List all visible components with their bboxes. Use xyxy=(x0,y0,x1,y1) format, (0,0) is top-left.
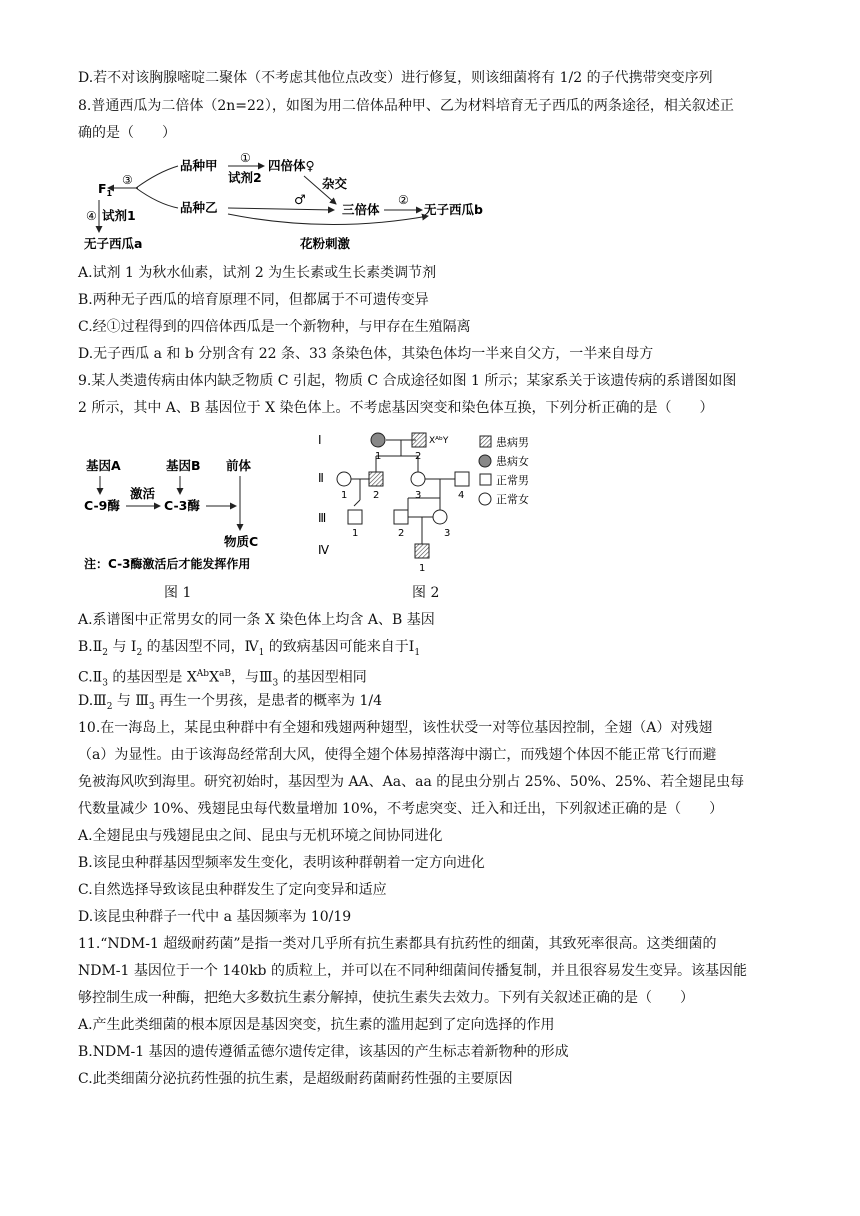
svg-text:1: 1 xyxy=(375,451,382,462)
q9-figure1-pathway xyxy=(78,448,278,578)
branch-yi-f1 xyxy=(136,188,178,208)
svg-text:3: 3 xyxy=(444,528,451,539)
q8-option-b: B.两种无子西瓜的培育原理不同，但都属于不可遗传变异 xyxy=(78,292,429,308)
q8-option-d: D.无子西瓜 a 和 b 分别含有 22 条、33 条染色体，其染色体均一半来自父方，一半来自母方 xyxy=(78,346,654,362)
q10-option-d: D.该昆虫种群子一代中 a 基因频率为 10/19 xyxy=(78,909,352,925)
q11-stem-line1: 11.“NDM-1 超级耐药菌”是指一类对几乎所有抗生素都具有抗药性的细菌，其致死率很高。这类细菌的 xyxy=(78,936,717,952)
svg-text:2: 2 xyxy=(373,490,380,501)
q9-option-d: $D.Ⅲ_2$ 与 $Ⅲ_3$ 再生一个男孩，是患者的概率为 1/4 xyxy=(78,693,382,712)
legend-normal-female: 正常女 xyxy=(496,493,529,506)
label-c3: C-3酶 xyxy=(164,498,200,513)
label-note: 注：C-3酶激活后才能发挥作用 xyxy=(84,557,251,571)
label-cross: 杂交 xyxy=(322,176,348,191)
ii4-normal-male xyxy=(455,472,469,486)
gen-label-4: Ⅳ xyxy=(318,543,330,557)
q11-option-c: C.此类细菌分泌抗药性强的抗生素，是超级耐药菌耐药性强的主要原因 xyxy=(78,1071,513,1087)
q9-stem-line2: 2 所示，其中 A、B 基因位于 X 染色体上。不考虑基因突变和染色体互换，下列分析正确的是（ ） xyxy=(78,400,714,416)
q9-option-a: A.系谱图中正常男女的同一条 X 染色体上均含 A、B 基因 xyxy=(78,612,435,628)
q10-option-c: C.自然选择导致该昆虫种群发生了定向变异和适应 xyxy=(78,882,387,898)
svg-text:1: 1 xyxy=(341,490,348,501)
label-male: ♂ xyxy=(294,193,306,208)
label-variety-yi: 品种乙 xyxy=(180,200,218,215)
label-f1: $F_1$ xyxy=(98,181,113,198)
q10-stem-line3: 免被海风吹到海里。研究初始时，基因型为 AA、Aa、aa 的昆虫分别占 25%、50%、25%、若全翅昆虫每 xyxy=(78,774,745,790)
q9-figure2-pedigree xyxy=(312,426,542,576)
iii1-normal-male xyxy=(348,510,362,524)
q10-option-b: B.该昆虫种群基因型频率发生变化，表明该种群朝着一定方向进化 xyxy=(78,855,485,871)
ii2-affected-male xyxy=(369,472,383,486)
genotype-label: XᴬᵇY xyxy=(429,436,449,446)
legend-normal-female-icon xyxy=(479,493,491,505)
svg-text:3: 3 xyxy=(415,490,422,501)
label-step2: ② xyxy=(398,193,409,207)
label-seedless-a: 无子西瓜a xyxy=(84,236,143,251)
label-activate: 激活 xyxy=(130,486,156,501)
q10-stem-line2: （a）为显性。由于该海岛经常刮大风，使得全翅个体易掉落海中溺亡，而残翅个体因不能正常飞行而避 xyxy=(78,747,717,763)
q10-stem-line4: 代数量减少 10%、残翅昆虫每代数量增加 10%，不考虑突变、迁入和迁出，下列叙述正确的是（ ） xyxy=(78,801,724,817)
iii2-normal-male xyxy=(394,510,408,524)
label-substance-c: 物质C xyxy=(224,534,259,549)
legend-affected-male: 患病男 xyxy=(496,436,529,449)
q11-stem-line3: 够控制生成一种酶，把绝大多数抗生素分解掉，使抗生素失去效力。下列有关叙述正确的是（ ） xyxy=(78,990,694,1006)
gen-label-1: Ⅰ xyxy=(318,433,322,447)
label-gene-b: 基因B xyxy=(166,458,201,473)
q9-option-c: $C.Ⅱ_3$ 的基因型是 $X^{Ab}X^{aB}$，与$Ⅲ_3$ 的基因型相同 xyxy=(78,669,367,689)
legend-normal-male: 正常男 xyxy=(496,474,529,487)
q8-breeding-diagram xyxy=(78,148,498,258)
ii1-normal-female xyxy=(337,472,351,486)
legend-affected-female: 患病女 xyxy=(496,455,529,468)
q11-stem-line2: NDM-1 基因位于一个 140kb 的质粒上，并可以在不同种细菌间传播复制，并且很容易发生变异。该基因能 xyxy=(78,963,747,979)
label-gene-a: 基因A xyxy=(86,458,121,473)
label-variety-jia: 品种甲 xyxy=(180,158,218,173)
label-pollen: 花粉刺激 xyxy=(300,236,351,251)
label-reagent1: 试剂1 xyxy=(102,208,136,223)
i2-affected-male xyxy=(412,433,426,447)
svg-text:2: 2 xyxy=(415,451,422,462)
ii3-normal-female xyxy=(411,472,425,486)
arrow-yi-to-triploid xyxy=(228,208,334,210)
q9-option-b: $B.Ⅱ_2$ 与 $I_2$ 的基因型不同，$Ⅳ_1$ 的致病基因可能来自于$Ⅰ_1$ xyxy=(78,639,421,658)
svg-text:2: 2 xyxy=(398,528,405,539)
label-c9: C-9酶 xyxy=(84,498,120,513)
i1-affected-female xyxy=(371,433,385,447)
legend-affected-male-icon xyxy=(480,436,491,447)
iv1-affected-male xyxy=(415,544,429,558)
arc-pollen xyxy=(228,214,428,225)
label-tetraploid: 四倍体♀ xyxy=(268,158,315,173)
label-triploid: 三倍体 xyxy=(342,202,380,217)
svg-text:4: 4 xyxy=(458,490,465,501)
q9-stem-line1: 9.某人类遗传病由体内缺乏物质 C 引起，物质 C 合成途径如图 1 所示；某家系关于该遗传病的系谱图如图 xyxy=(78,373,737,389)
q8-stem-line1: 8.普通西瓜为二倍体（2n=22），如图为用二倍体品种甲、乙为材料培育无子西瓜的两条途径，相关叙述正 xyxy=(78,98,734,114)
q11-option-b: B.NDM-1 基因的遗传遵循孟德尔遗传定律，该基因的产生标志着新物种的形成 xyxy=(78,1044,569,1060)
q8-option-a: A.试剂 1 为秋水仙素，试剂 2 为生长素或生长素类调节剂 xyxy=(78,265,437,281)
label-precursor: 前体 xyxy=(226,458,252,473)
q11-option-a: A.产生此类细菌的根本原因是基因突变，抗生素的滥用起到了定向选择的作用 xyxy=(78,1017,555,1033)
legend-affected-female-icon xyxy=(479,455,491,467)
fig1-caption: 图 1 xyxy=(164,585,192,601)
legend-normal-male-icon xyxy=(480,474,491,485)
q7-option-d: D.若不对该胸腺嘧啶二聚体（不考虑其他位点改变）进行修复，则该细菌将有 1/2 的子代携带突变序列 xyxy=(78,70,713,86)
q8-stem-line2: 确的是（ ） xyxy=(78,125,176,141)
iii3-normal-female xyxy=(433,510,447,524)
label-step3: ③ xyxy=(122,173,133,187)
label-step1: ① xyxy=(240,151,251,165)
label-seedless-b: 无子西瓜b xyxy=(424,202,483,217)
label-reagent2: 试剂2 xyxy=(228,170,262,185)
q10-option-a: A.全翅昆虫与残翅昆虫之间、昆虫与无机环境之间协同进化 xyxy=(78,828,443,844)
label-step4: ④ xyxy=(86,209,97,223)
q10-stem-line1: 10.在一海岛上，某昆虫种群中有全翅和残翅两种翅型，该性状受一对等位基因控制，全翅（A）对残翅 xyxy=(78,720,713,736)
branch-jia-f1 xyxy=(136,166,178,188)
gen-label-2: Ⅱ xyxy=(318,471,324,485)
fig2-caption: 图 2 xyxy=(412,585,440,601)
q8-option-c: C.经①过程得到的四倍体西瓜是一个新物种，与甲存在生殖隔离 xyxy=(78,319,471,335)
svg-text:1: 1 xyxy=(352,528,359,539)
svg-text:1: 1 xyxy=(419,563,426,574)
gen-label-3: Ⅲ xyxy=(318,511,327,525)
